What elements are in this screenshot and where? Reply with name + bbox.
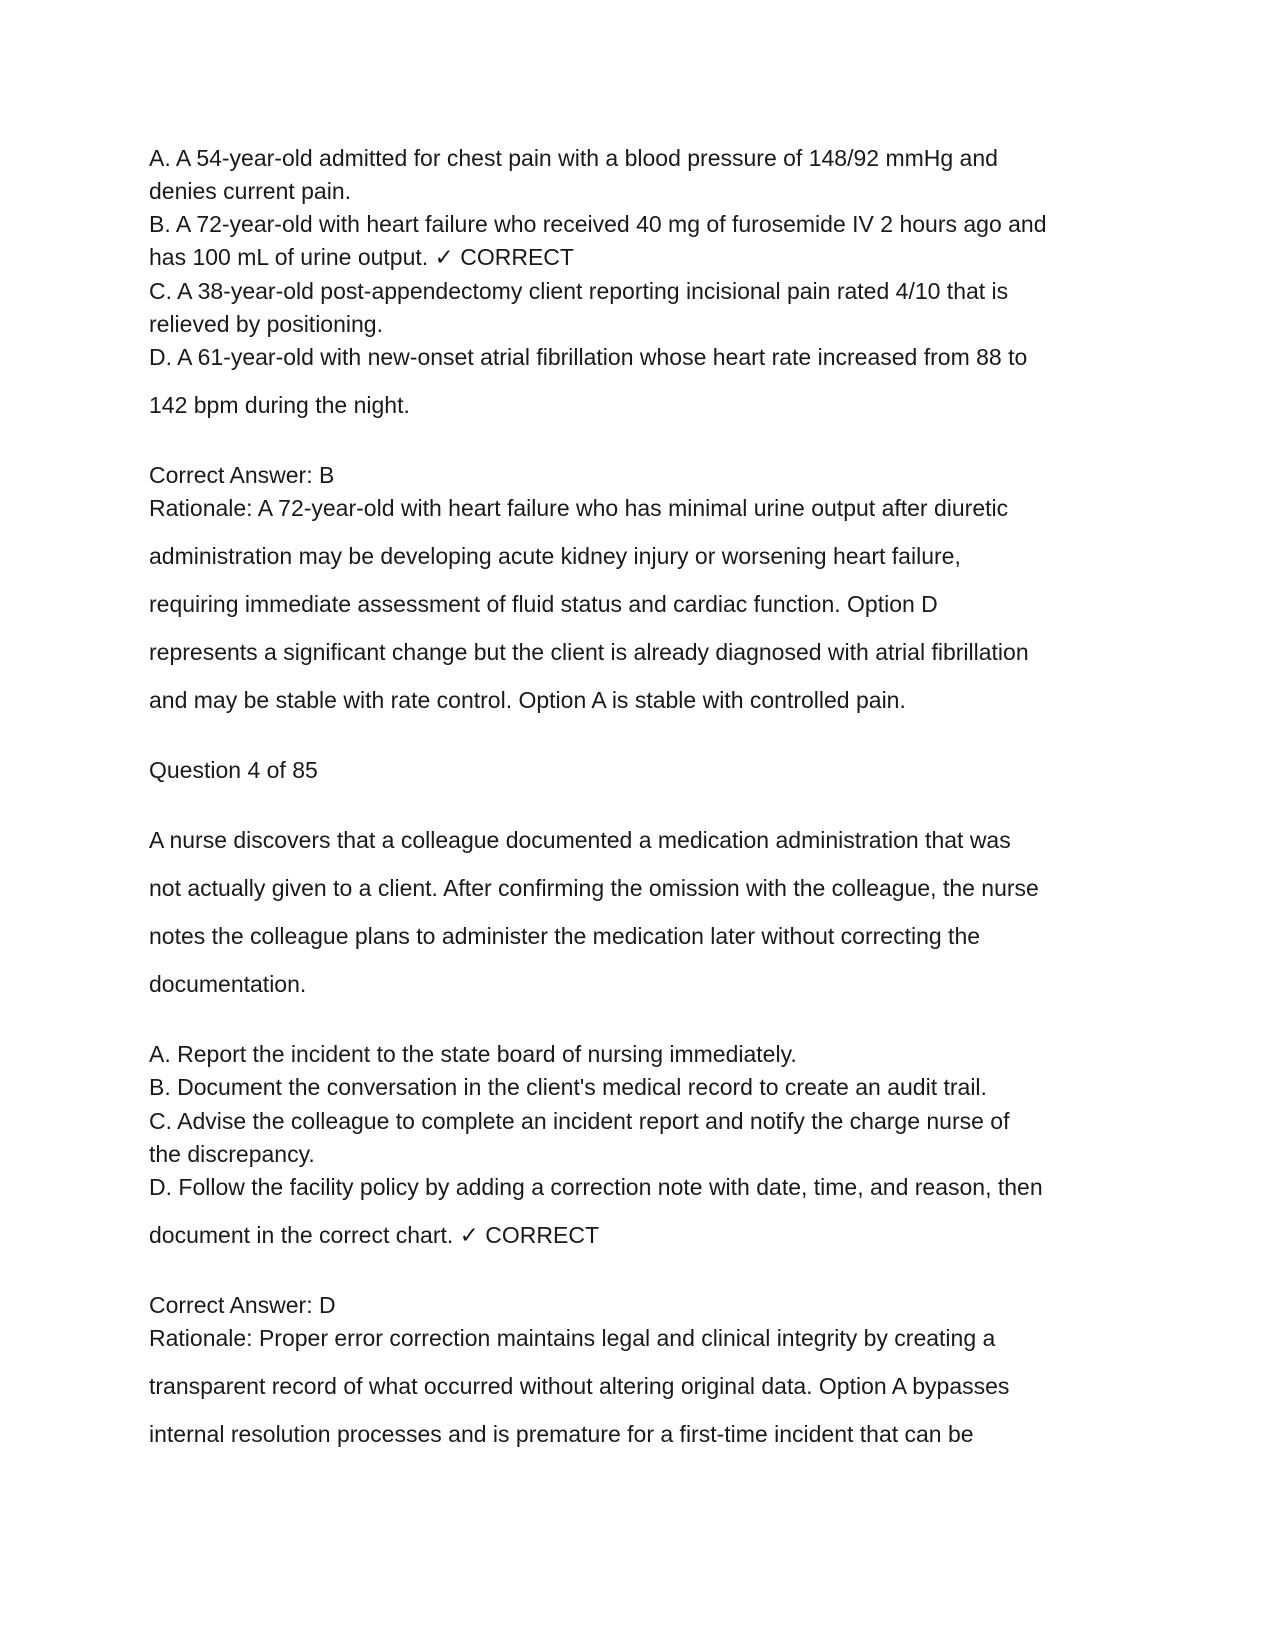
q3-correct-answer: Correct Answer: B (149, 462, 335, 488)
q4-stem-line-2: not actually given to a client. After confirming the omission with the colleague, the nurse (149, 875, 1039, 901)
q3-rationale-line-5: and may be stable with rate control. Option A is stable with controlled pain. (149, 687, 906, 713)
q3-rationale-line-2: administration may be developing acute kidney injury or worsening heart failure, (149, 543, 961, 569)
q3-option-a-line-1: A. A 54-year-old admitted for chest pain with a blood pressure of 148/92 mmHg and (149, 145, 998, 171)
q4-rationale-line-2: transparent record of what occurred without altering original data. Option A bypasses (149, 1373, 1010, 1399)
q3-option-c-line-2: relieved by positioning. (149, 311, 383, 337)
q4-option-c-line-2: the discrepancy. (149, 1141, 315, 1167)
q3-option-b-line-1: B. A 72-year-old with heart failure who received 40 mg of furosemide IV 2 hours ago and (149, 211, 1047, 237)
q4-stem-line-3: notes the colleague plans to administer the medication later without correcting the (149, 923, 981, 949)
q3-option-c-line-1: C. A 38-year-old post-appendectomy client reporting incisional pain rated 4/10 that is (149, 278, 1009, 304)
q4-correct-answer: Correct Answer: D (149, 1292, 336, 1318)
q3-rationale-line-3: requiring immediate assessment of fluid status and cardiac function. Option D (149, 591, 938, 617)
q4-option-a-line-1: A. Report the incident to the state board of nursing immediately. (149, 1041, 797, 1067)
q3-option-a-line-2: denies current pain. (149, 178, 352, 204)
q3-option-d-line-1: D. A 61-year-old with new-onset atrial fibrillation whose heart rate increased from 88 to (149, 344, 1028, 370)
q4-heading: Question 4 of 85 (149, 757, 318, 783)
q4-option-d-line-1: D. Follow the facility policy by adding a correction note with date, time, and reason, then (149, 1174, 1043, 1200)
q4-option-d-line-2: document in the correct chart. ✓ CORRECT (149, 1222, 600, 1248)
q3-option-d-line-2: 142 bpm during the night. (149, 392, 410, 418)
q4-rationale-line-1: Rationale: Proper error correction maintains legal and clinical integrity by creating a (149, 1325, 996, 1351)
q3-option-b-line-2: has 100 mL of urine output. ✓ CORRECT (149, 244, 574, 270)
q3-rationale-line-4: represents a significant change but the client is already diagnosed with atrial fibrillation (149, 639, 1029, 665)
q4-rationale-line-3: internal resolution processes and is premature for a first-time incident that can be (149, 1421, 974, 1447)
q4-stem-line-4: documentation. (149, 971, 307, 997)
q4-option-b-line-1: B. Document the conversation in the client's medical record to create an audit trail. (149, 1074, 987, 1100)
q3-rationale-line-1: Rationale: A 72-year-old with heart failure who has minimal urine output after diuretic (149, 495, 1009, 521)
q4-stem-line-1: A nurse discovers that a colleague documented a medication administration that was (149, 827, 1011, 853)
q4-option-c-line-1: C. Advise the colleague to complete an incident report and notify the charge nurse of (149, 1108, 1010, 1134)
